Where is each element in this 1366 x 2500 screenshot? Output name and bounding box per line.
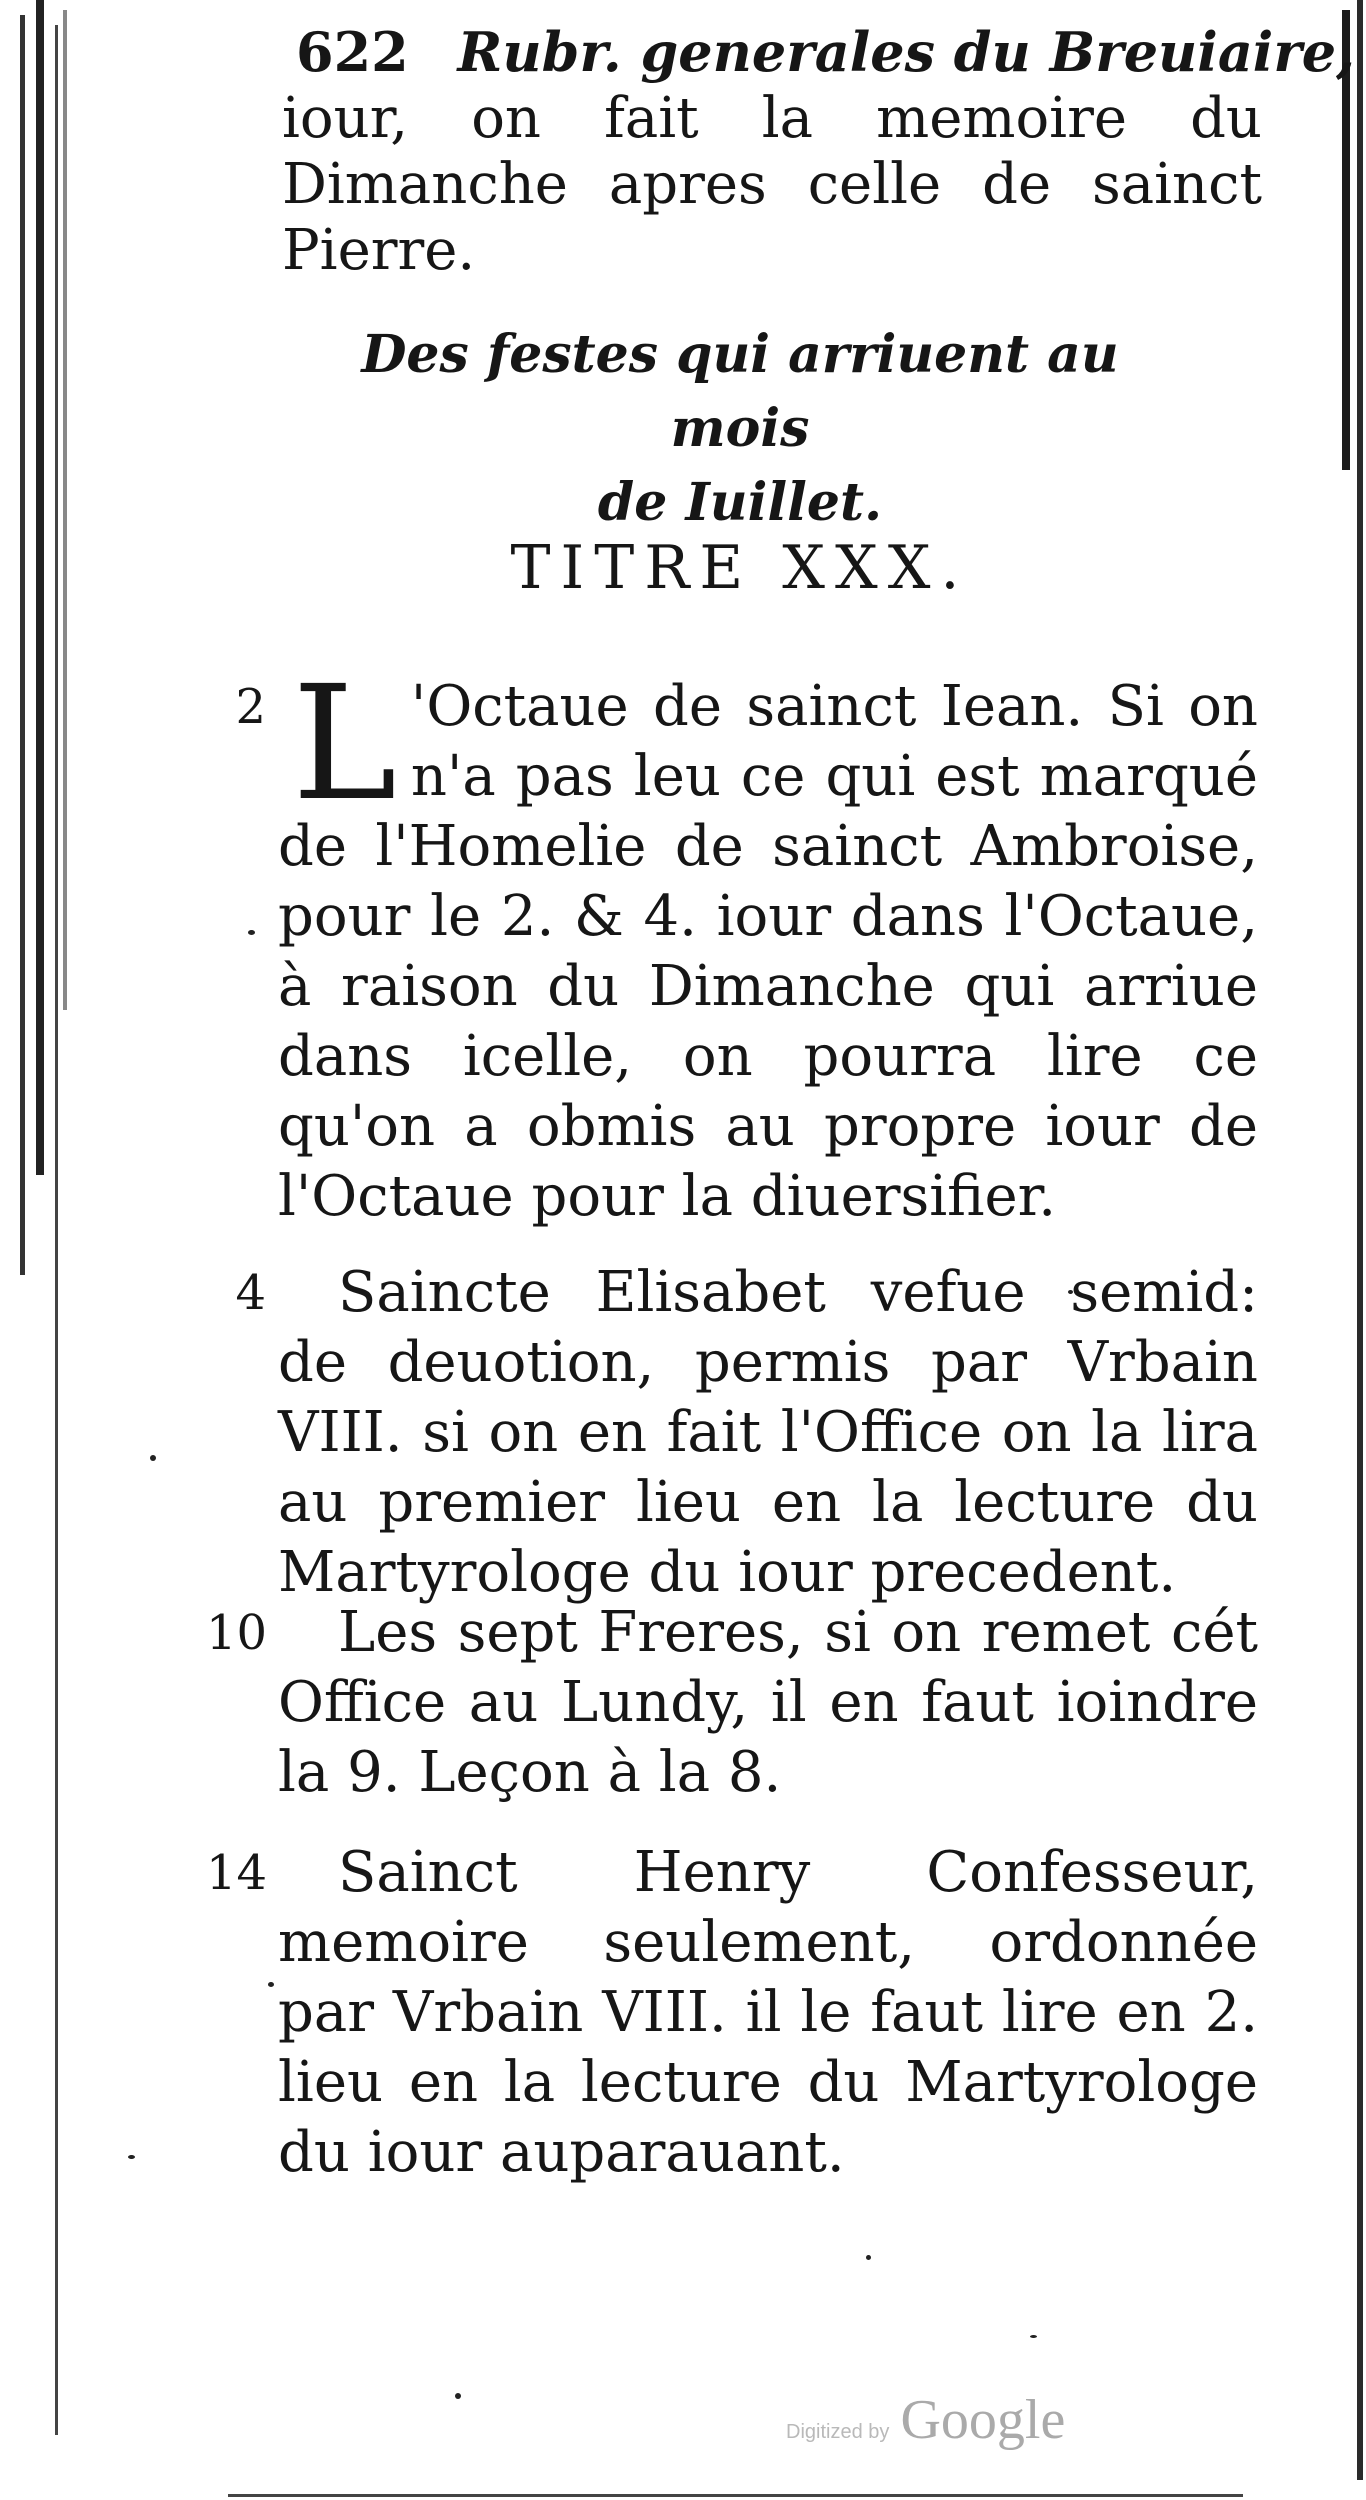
google-logo: Google <box>900 2389 1066 2451</box>
entry-day-number: 2 <box>235 679 266 735</box>
feast-entry-2 <box>235 652 1258 1232</box>
subtitle-line-1: Des festes qui arriuent au mois <box>361 324 1119 459</box>
entry-text-body: Saincte Elisabet vefue semid: de deuotion, permis par Vrbain VIII. si on en fait l'Office on la lira au premier lieu en la lecture du Martyrologe du iour precedent. <box>278 1260 1258 1605</box>
entry-text <box>278 1838 1258 2188</box>
scan-edge-bottom <box>228 2494 1243 2497</box>
running-title: Rubr. generales du Breuiaire, <box>457 20 1355 84</box>
scan-edge-right <box>1357 0 1363 2480</box>
entry-text-body: 'Octaue de sainct Iean. Si on n'a pas leu ce qui est marqué de l'Homelie de sainct Ambroise, pour le 2. & 4. iour dans l'Octaue, à raison du Dimanche qui arriue dans icelle, on pourra lire ce qu'on a obmis au propre iour de l'Octaue pour la diuersifier. <box>278 674 1258 1229</box>
chapter-title: TITRE XXX. <box>510 533 970 603</box>
running-header <box>296 20 1355 84</box>
drop-cap: L <box>292 652 397 836</box>
entry-text <box>278 652 1258 1232</box>
entry-day-number: 14 <box>206 1845 268 1901</box>
scan-edge-left <box>36 0 44 1175</box>
section-subtitle <box>300 318 1180 540</box>
carryover-paragraph: iour, on fait la memoire du Dimanche apres celle de sainct Pierre. <box>282 86 1262 283</box>
entry-day-number: 10 <box>206 1605 268 1661</box>
page-number: 622 <box>296 20 409 84</box>
feast-entry-10 <box>206 1598 1258 1808</box>
scan-edge-left <box>20 15 25 1275</box>
digitization-watermark <box>786 2388 1065 2452</box>
entry-text-body: Les sept Freres, si on remet cét Office au Lundy, il en faut ioindre la 9. Leçon à la 8. <box>278 1600 1258 1805</box>
scan-edge-left <box>55 25 58 2435</box>
subtitle-line-2: de Iuillet. <box>597 472 883 533</box>
entry-text <box>278 1598 1258 1808</box>
feast-entry-4 <box>235 1258 1258 1608</box>
entry-text <box>278 1258 1258 1608</box>
scan-edge-left <box>63 10 67 1010</box>
watermark-prefix: Digitized by <box>786 2421 890 2443</box>
entry-text-body: Sainct Henry Confesseur, memoire seulement, ordonnée par Vrbain VIII. il le faut lire en 2. lieu en la lecture du Martyrologe du iour auparauant. <box>278 1840 1258 2185</box>
feast-entry-14 <box>206 1838 1258 2188</box>
entry-day-number: 4 <box>235 1265 266 1321</box>
